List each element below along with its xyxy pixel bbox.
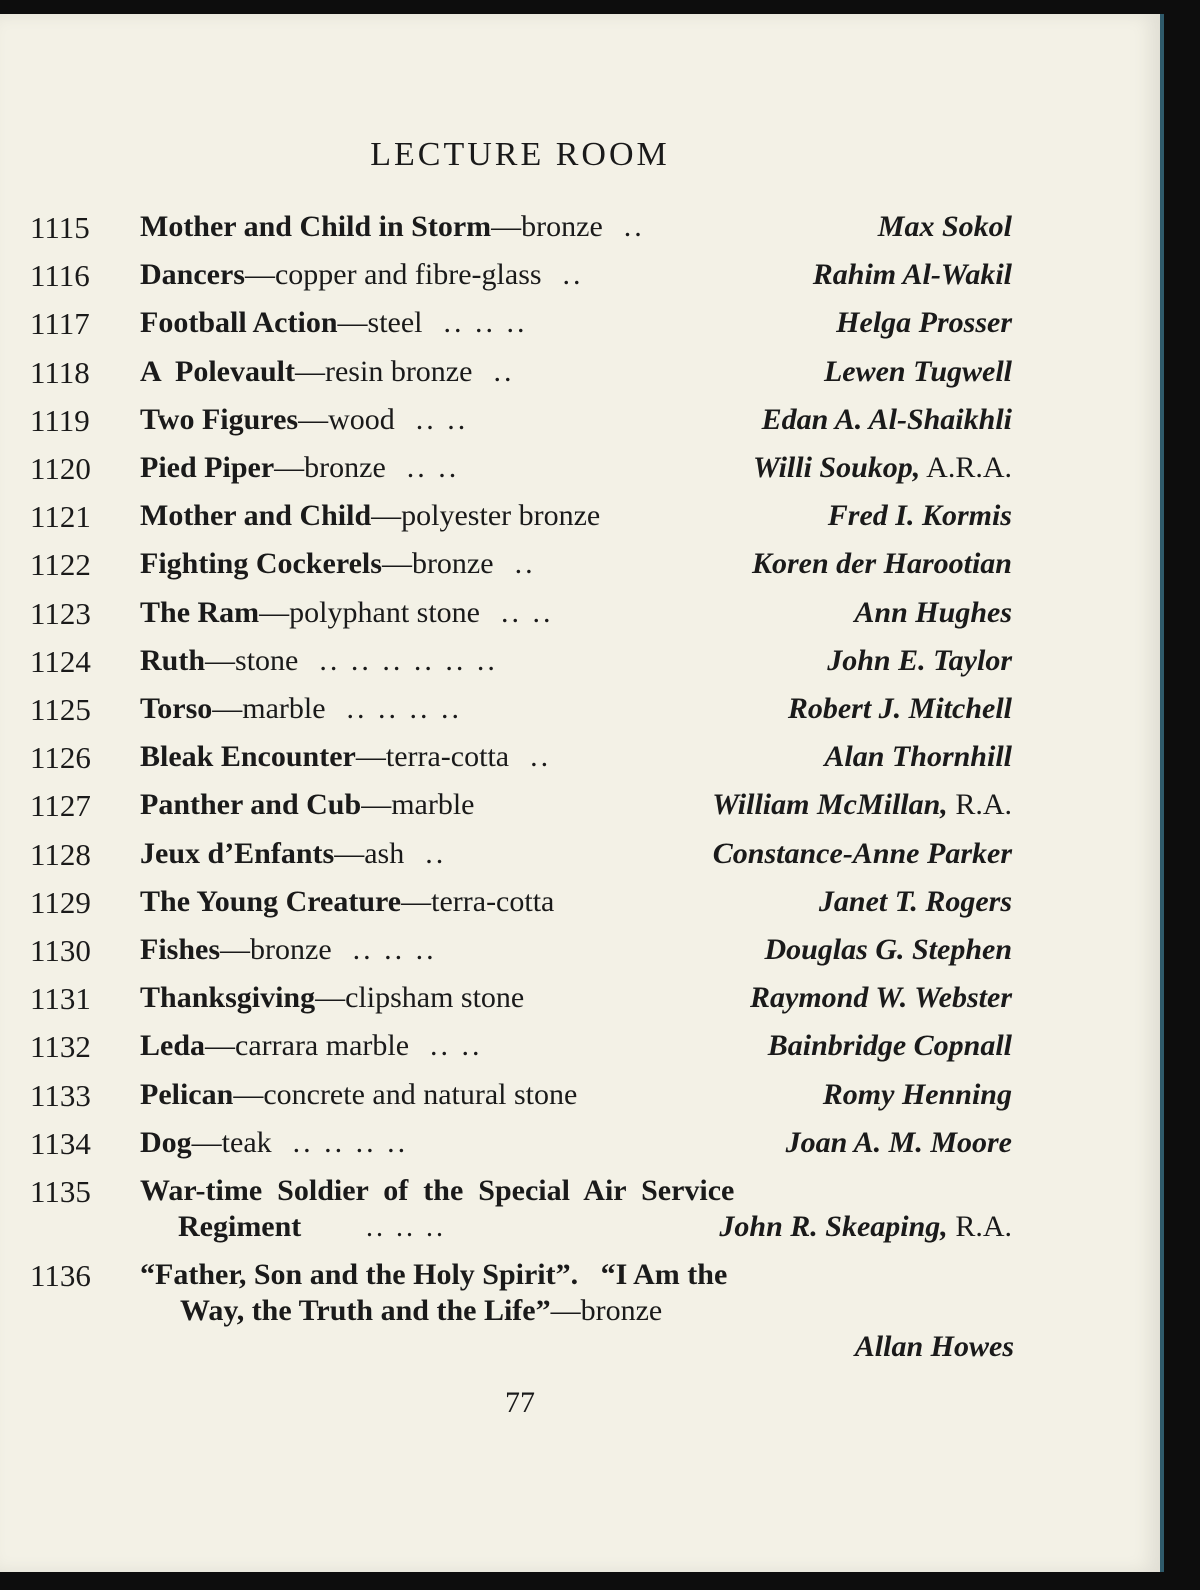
- entry-number: 1120: [30, 451, 91, 486]
- entry-description: [140, 499, 601, 533]
- entry-title: Way, the Truth and the Life”: [180, 1294, 551, 1327]
- leader-dots: .. .. .. ..: [325, 692, 463, 725]
- leader-dots: .. .. .. .. .. ..: [298, 643, 498, 677]
- entry-line: [140, 1029, 1012, 1069]
- entry-description: [140, 788, 475, 822]
- entry-artist: Janet T. Rogers: [818, 884, 1012, 918]
- entry-medium: —polyphant stone: [259, 595, 480, 629]
- entry-line: [140, 499, 1012, 539]
- entry-number: 1121: [30, 499, 91, 535]
- entry-line: [140, 885, 1012, 925]
- entry-artist: Joan A. M. Moore: [785, 1125, 1012, 1159]
- entry-medium: —terra-cotta: [355, 740, 510, 774]
- entry-line: [140, 1126, 1012, 1166]
- entry-line: [140, 933, 1012, 973]
- entry-artist: Lewen Tugwell: [823, 354, 1012, 388]
- entry-artist: Willi Soukop, A.R.A.: [753, 451, 1012, 484]
- entry-number: 1122: [30, 547, 91, 583]
- entry-description: [140, 306, 528, 340]
- entry-medium: —polyester bronze: [371, 499, 601, 533]
- entry-medium: —bronze: [274, 451, 386, 484]
- entry-medium: —concrete and natural stone: [233, 1077, 578, 1111]
- entry-number: 1134: [30, 1125, 91, 1161]
- entry-medium: —copper and fibre-glass: [244, 258, 542, 292]
- entry-line: [140, 355, 1012, 395]
- entry-title: Pied Piper: [140, 451, 275, 484]
- entry-line: [140, 1258, 940, 1298]
- entry-title: Torso: [140, 692, 213, 725]
- entry-medium: —terra-cotta: [401, 884, 555, 918]
- entry-description: [140, 643, 498, 677]
- entry-number: 1117: [30, 306, 90, 342]
- leader-dots: .. .. .. ..: [271, 1125, 409, 1159]
- entry-number: 1133: [30, 1077, 91, 1113]
- entry-number: 1126: [30, 740, 91, 776]
- entry-artist: Bainbridge Copnall: [767, 1029, 1012, 1063]
- entry-title: Mother and Child: [140, 499, 372, 533]
- leader-dots: ..: [404, 836, 447, 870]
- entry-title: Mother and Child in Storm: [140, 210, 492, 243]
- entry-medium: —carrara marble: [205, 1029, 410, 1063]
- entry-medium: —bronze: [491, 210, 603, 243]
- entry-artist: Alan Thornhill: [824, 740, 1012, 774]
- entry-number: 1118: [30, 354, 90, 390]
- entry-artist: William McMillan, R.A.: [712, 788, 1012, 822]
- entry-artist: Romy Henning: [822, 1077, 1012, 1111]
- entry-title: Panther and Cub: [140, 788, 362, 822]
- entry-description: [140, 258, 584, 292]
- entry-description: [140, 451, 460, 484]
- entry-title: Leda: [140, 1029, 206, 1063]
- entry-artist: Max Sokol: [877, 210, 1012, 243]
- entry-line: [140, 451, 1012, 491]
- entry-description: [140, 1029, 483, 1063]
- entry-number: 1115: [30, 210, 90, 245]
- entry-list: [0, 14, 1160, 1572]
- entry-line: [140, 596, 1012, 636]
- entry-number: 1132: [30, 1029, 91, 1065]
- entry-title: Regiment: [178, 1210, 302, 1243]
- entry-artist: Rahim Al-Wakil: [812, 258, 1012, 292]
- entry-artist: John E. Taylor: [827, 643, 1012, 677]
- entry-title: Ruth: [140, 643, 206, 677]
- entry-description: [140, 981, 525, 1015]
- entry-artist: Edan A. Al-Shaikhli: [761, 402, 1012, 436]
- entry-artist: Robert J. Mitchell: [787, 692, 1012, 725]
- entry-artist: Douglas G. Stephen: [764, 933, 1012, 966]
- leader-dots: .. .. ..: [331, 933, 437, 966]
- entry-title: War-time Soldier of the Special Air Service: [140, 1174, 735, 1207]
- entry-artist: Koren der Harootian: [751, 547, 1012, 581]
- entry-line: [180, 1294, 940, 1334]
- leader-dots: ..: [493, 547, 536, 581]
- entry-line: [140, 1078, 1012, 1118]
- entry-number: 1136: [30, 1258, 91, 1293]
- entry-description: [140, 836, 447, 870]
- entry-title: Jeux d’Enfants: [140, 836, 335, 870]
- entry-medium: —teak: [191, 1125, 272, 1159]
- entry-medium: —bronze: [550, 1294, 663, 1327]
- entry-description: [140, 402, 469, 436]
- entry-artist: Fred I. Kormis: [827, 499, 1012, 533]
- entry-description: [140, 547, 536, 581]
- entry-number: 1131: [30, 981, 91, 1017]
- entry-artist: Helga Prosser: [836, 306, 1012, 340]
- entry-number: 1130: [30, 933, 91, 968]
- entry-title: Fighting Cockerels: [140, 547, 382, 581]
- entry-medium: —steel: [337, 306, 423, 340]
- entry-medium: —clipsham stone: [315, 981, 525, 1015]
- leader-dots: ..: [472, 354, 515, 388]
- entry-description: [140, 210, 645, 243]
- leader-dots: .. .. ..: [366, 1212, 446, 1243]
- entry-line: [140, 210, 1012, 250]
- entry-title: The Ram: [140, 595, 260, 629]
- entry-description: [140, 933, 437, 966]
- entry-line: [140, 258, 1012, 298]
- leader-dots: .. ..: [394, 402, 469, 436]
- entry-medium: —wood: [298, 402, 395, 436]
- entry-artist: Constance-Anne Parker: [712, 836, 1012, 870]
- entry-line: [140, 1174, 900, 1214]
- entry-title: Dancers: [140, 258, 245, 292]
- entry-description: [140, 354, 515, 388]
- entry-line: [140, 837, 1012, 877]
- entry-number: 1129: [30, 884, 91, 920]
- catalogue-page: [0, 14, 1164, 1572]
- entry-title: Dog: [140, 1125, 192, 1159]
- entry-description: [140, 884, 555, 918]
- leader-dots: ..: [602, 210, 645, 243]
- entry-line: [140, 788, 1012, 828]
- entry-artist: Allan Howes: [854, 1330, 1014, 1363]
- entry-number: 1127: [30, 788, 91, 824]
- entry-number: 1116: [30, 258, 90, 294]
- entry-artist: John R. Skeaping, R.A.: [719, 1210, 1012, 1243]
- entry-line: [140, 644, 1012, 684]
- entry-medium: —ash: [334, 836, 405, 870]
- entry-line: [140, 692, 1012, 732]
- entry-title: The Young Creature: [140, 884, 402, 918]
- entry-number: 1124: [30, 643, 91, 679]
- entry-description: [140, 740, 552, 774]
- leader-dots: .. ..: [479, 595, 554, 629]
- entry-number: 1125: [30, 692, 91, 727]
- entry-line: [140, 547, 1012, 587]
- entry-medium: —marble: [212, 692, 326, 725]
- entry-title: A Polevault: [140, 354, 295, 388]
- entry-title: “Father, Son and the Holy Spirit”. “I Am the: [140, 1258, 728, 1291]
- entry-medium: —resin bronze: [295, 354, 473, 388]
- entry-medium: —stone: [205, 643, 299, 677]
- entry-medium: —bronze: [381, 547, 494, 581]
- page-number: 77: [505, 1386, 535, 1419]
- entry-title: Fishes: [140, 933, 221, 966]
- entry-title: Bleak Encounter: [140, 740, 356, 774]
- entry-line: [140, 1330, 1014, 1370]
- entry-medium: —bronze: [220, 933, 332, 966]
- entry-line: [140, 403, 1012, 443]
- entry-line: [140, 306, 1012, 346]
- entry-line: [178, 1210, 1012, 1250]
- leader-dots: .. ..: [409, 1029, 483, 1063]
- entry-line: [140, 981, 1012, 1021]
- entry-number: 1135: [30, 1174, 91, 1209]
- entry-number: 1123: [30, 595, 91, 631]
- entry-title: Pelican: [140, 1077, 234, 1111]
- entry-description: [140, 692, 463, 725]
- entry-title: Two Figures: [140, 402, 299, 436]
- entry-medium: —marble: [361, 788, 475, 822]
- entry-number: 1128: [30, 836, 91, 872]
- entry-description: [140, 1077, 578, 1111]
- entry-artist: Raymond W. Webster: [750, 981, 1012, 1015]
- leader-dots: .. .. ..: [422, 306, 528, 340]
- page-title: LECTURE ROOM: [370, 136, 670, 173]
- leader-dots: ..: [509, 740, 552, 774]
- entry-line: [140, 740, 1012, 780]
- entry-artist: Ann Hughes: [854, 595, 1012, 629]
- leader-dots: ..: [541, 258, 584, 292]
- leader-dots: .. ..: [385, 451, 460, 484]
- entry-title: Thanksgiving: [140, 981, 316, 1015]
- entry-title: Football Action: [140, 306, 338, 340]
- entry-description: [140, 595, 554, 629]
- entry-number: 1119: [30, 402, 90, 438]
- entry-description: [140, 1125, 409, 1159]
